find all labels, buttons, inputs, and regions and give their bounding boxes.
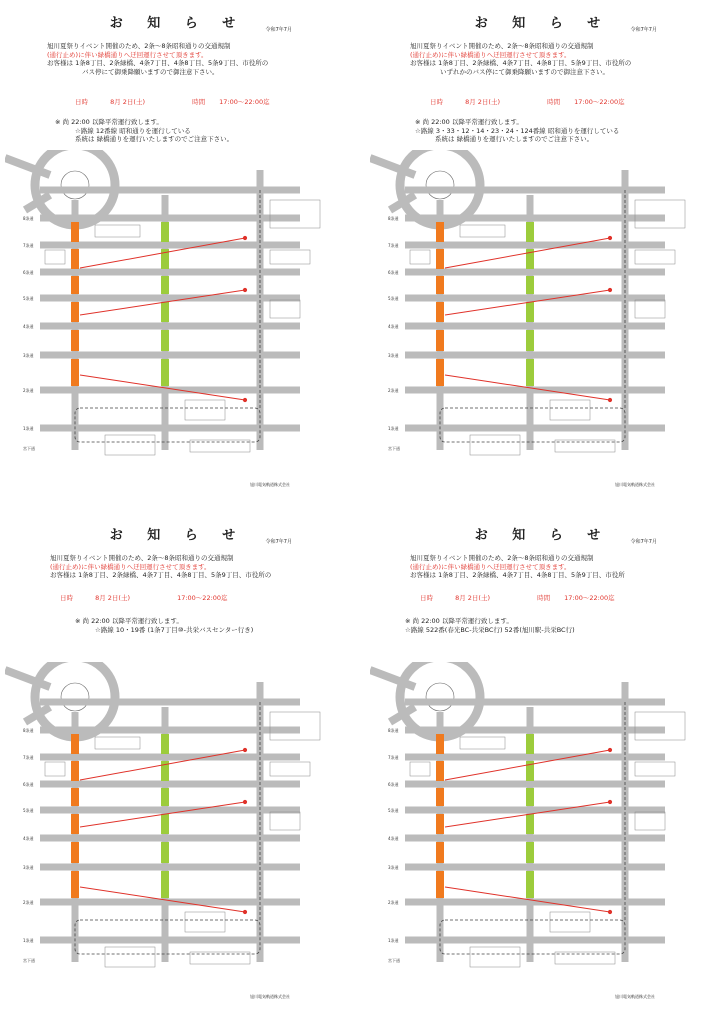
street-label-miyashita: 宮下通 [388,446,400,451]
notice-panel-3 [5,512,350,1012]
street-label-7jo: 7条通 [388,243,399,248]
street-label-4jo: 4条通 [23,836,34,841]
street-label-6jo: 6条通 [23,782,34,787]
notice-note: ※ 尚 22:00 以降平常運行致します。 ☆路線 3・33・12・14・23・24・124番線 昭和通りを運行している 系統は 緑橋通りを運行いたしますのでご注意下さい。 [415,118,620,143]
street-label-1jo: 1条通 [23,426,34,431]
notice-date: 令和7年7月 [265,27,292,33]
notice-text: 旭川夏祭りイベント開催のため、2条～8条昭和通りの交通規制 (通行止め)に伴い緑橋通りへ迂回運行させて頂きます。 お客様は 1条8丁目、2条緑橋、4条7丁目、4条8丁目、5条9丁目、市役所 [410,554,625,579]
street-label-7jo: 7条通 [388,755,399,760]
street-label-1jo: 1条通 [388,426,399,431]
notice-text: 旭川夏祭りイベント開催のため、2条～8条昭和通りの交通規制 (通行止め)に伴い緑橋通りへ迂回運行させて頂きます。 お客様は 1条8丁目、2条緑橋、4条7丁目、4条8丁目、5条9丁目、市役所の [50,554,272,579]
street-label-miyashita: 宮下通 [388,958,400,963]
notice-time-line: 日時 8月 2日(土) 時間 17:00～22:00迄 [420,594,615,602]
street-label-8jo: 8条通 [388,728,399,733]
street-label-2jo: 2条通 [23,388,34,393]
notice-time-line: 日時 8月 2日(土) 17:00～22:00迄 [60,594,228,602]
notice-panel-2 [370,0,715,500]
street-label-8jo: 8条通 [23,728,34,733]
company-name: 旭川電気軌道株式会社 [615,994,655,999]
notice-title: お 知 ら せ [109,16,246,31]
route-map [370,662,715,997]
street-label-7jo: 7条通 [23,755,34,760]
notice-text: 旭川夏祭りイベント開催のため、2条～8条昭和通りの交通規制 (通行止め)に伴い緑橋通りへ迂回運行させて頂きます。 お客様は 1条8丁目、2条緑橋、4条7丁目、4条8丁目、5条9丁目、市役所の バス停にて御乗降願いますので御注意下さい。 [47,42,269,76]
notice-note: ※ 尚 22:00 以降平常運行致します。 ☆路線 522番(春光BC-共栄BC行) 52番(旭川駅-共栄BC行) [405,617,575,634]
route-map [5,662,350,997]
street-label-miyashita: 宮下通 [23,446,35,451]
company-name: 旭川電気軌道株式会社 [250,994,290,999]
street-label-5jo: 5条通 [23,808,34,813]
street-label-2jo: 2条通 [23,900,34,905]
company-name: 旭川電気軌道株式会社 [250,482,290,487]
notice-title: お 知 ら せ [474,528,611,543]
street-label-4jo: 4条通 [388,324,399,329]
street-label-5jo: 5条通 [388,296,399,301]
street-label-2jo: 2条通 [388,388,399,393]
route-map [370,150,715,485]
notice-date: 令和7年7月 [630,27,657,33]
street-label-7jo: 7条通 [23,243,34,248]
street-label-6jo: 6条通 [23,270,34,275]
notice-note: ※ 尚 22:00 以降平常運行致します。 ☆路線 10・19番 (1条7丁目⑩-共栄バスセンター行き) [75,617,254,634]
company-name: 旭川電気軌道株式会社 [615,482,655,487]
street-label-6jo: 6条通 [388,270,399,275]
notice-title: お 知 ら せ [474,16,611,31]
notice-time-line: 日時 8月 2日(土) 時間 17:00～22:00迄 [75,98,270,106]
notice-text: 旭川夏祭りイベント開催のため、2条～8条昭和通りの交通規制 (通行止め)に伴い緑橋通りへ迂回運行させて頂きます。 お客様は 1条8丁目、2条緑橋、4条7丁目、4条8丁目、5条9丁目、市役所の いずれかのバス停にて御乗降願いますので御注意下さい。 [410,42,632,76]
street-label-6jo: 6条通 [388,782,399,787]
notice-note: ※ 尚 22:00 以降平常運行致します。 ☆路線 12番線 昭和通りを運行している 系統は 緑橋通りを運行いたしますのでご注意下さい。 [55,118,234,143]
street-label-1jo: 1条通 [23,938,34,943]
street-label-2jo: 2条通 [388,900,399,905]
street-label-3jo: 3条通 [388,353,399,358]
street-label-1jo: 1条通 [388,938,399,943]
street-label-5jo: 5条通 [23,296,34,301]
street-label-8jo: 8条通 [23,216,34,221]
street-label-4jo: 4条通 [23,324,34,329]
street-label-5jo: 5条通 [388,808,399,813]
notice-panel-1 [5,0,350,500]
notice-date: 令和7年7月 [630,539,657,545]
street-label-3jo: 3条通 [23,353,34,358]
notice-time-line: 日時 8月 2日(土) 時間 17:00～22:00迄 [430,98,625,106]
street-label-3jo: 3条通 [23,865,34,870]
route-map [5,150,350,485]
notice-panel-4 [370,512,715,1012]
notice-title: お 知 ら せ [109,528,246,543]
street-label-4jo: 4条通 [388,836,399,841]
street-label-8jo: 8条通 [388,216,399,221]
street-label-3jo: 3条通 [388,865,399,870]
notice-date: 令和7年7月 [265,539,292,545]
street-label-miyashita: 宮下通 [23,958,35,963]
